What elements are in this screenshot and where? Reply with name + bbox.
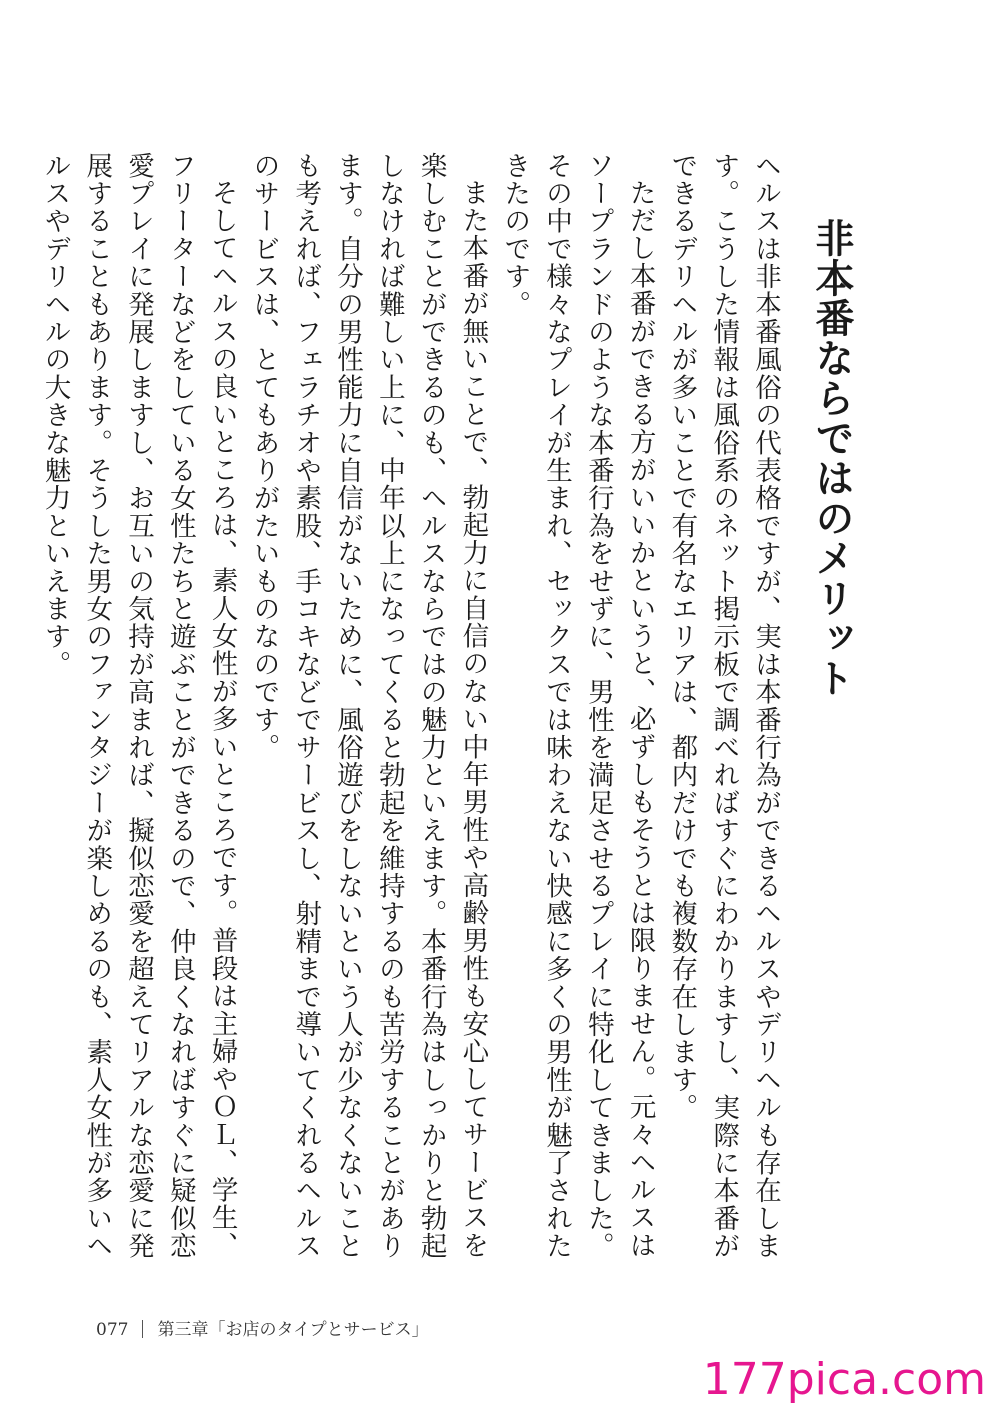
watermark: 177pica.com <box>702 1354 986 1405</box>
page-footer <box>96 1316 429 1344</box>
paragraph: ヘルスは非本番風俗の代表格ですが、実は本番行為ができるヘルスやデリヘルも存在します。こうした情報は風俗系のネット掲示板で調べればすぐにわかりますし、実際に本番ができるデリヘルが多いことで有名なエリアは、都内だけでも複数存在します。 <box>666 152 781 1260</box>
paragraph: そしてヘルスの良いところは、素人女性が多いところです。普段は主婦やＯＬ、学生、フリーターなどをしている女性たちと遊ぶことができるので、仲良くなればすぐに疑似恋愛プレイに発展しますし、お互いの気持が高まれば、擬似恋愛を超えてリアルな恋愛に発展することもあります。そうした男女のファンタジーが楽しめるのも、素人女性が多いヘルスやデリヘルの大きな魅力といえます。 <box>39 152 238 1260</box>
page-number: 077 <box>96 1320 129 1340</box>
body-text <box>39 152 786 1262</box>
footer-divider <box>142 1320 143 1338</box>
section-heading: 非本番ならではのメリット <box>809 218 854 698</box>
chapter-title: 第三章「お店のタイプとサービス」 <box>157 1320 429 1340</box>
paragraph: また本番が無いことで、勃起力に自信のない中年男性や高齢男性も安心してサービスを楽しむことができるのも、ヘルスならではの魅力といえます。本番行為はしっかりと勃起しなければ難しい上に、中年以上になってくると勃起を維持するのも苦労することがあります。自分の男性能力に自信がないために、風俗遊びをしないという人が少なくないことも考えれば、フェラチオや素股、手コキなどでサービスし、射精まで導いてくれるヘルスのサービスは、とてもありがたいものなのです。 <box>248 152 489 1260</box>
paragraph: ただし本番ができる方がいいかというと、必ずしもそうとは限りません。元々ヘルスはソープランドのような本番行為をせずに、男性を満足させるプレイに特化してきました。その中で様々なプレイが生まれ、セックスでは味わえない快感に多くの男性が魅了されたきたのです。 <box>499 152 656 1260</box>
